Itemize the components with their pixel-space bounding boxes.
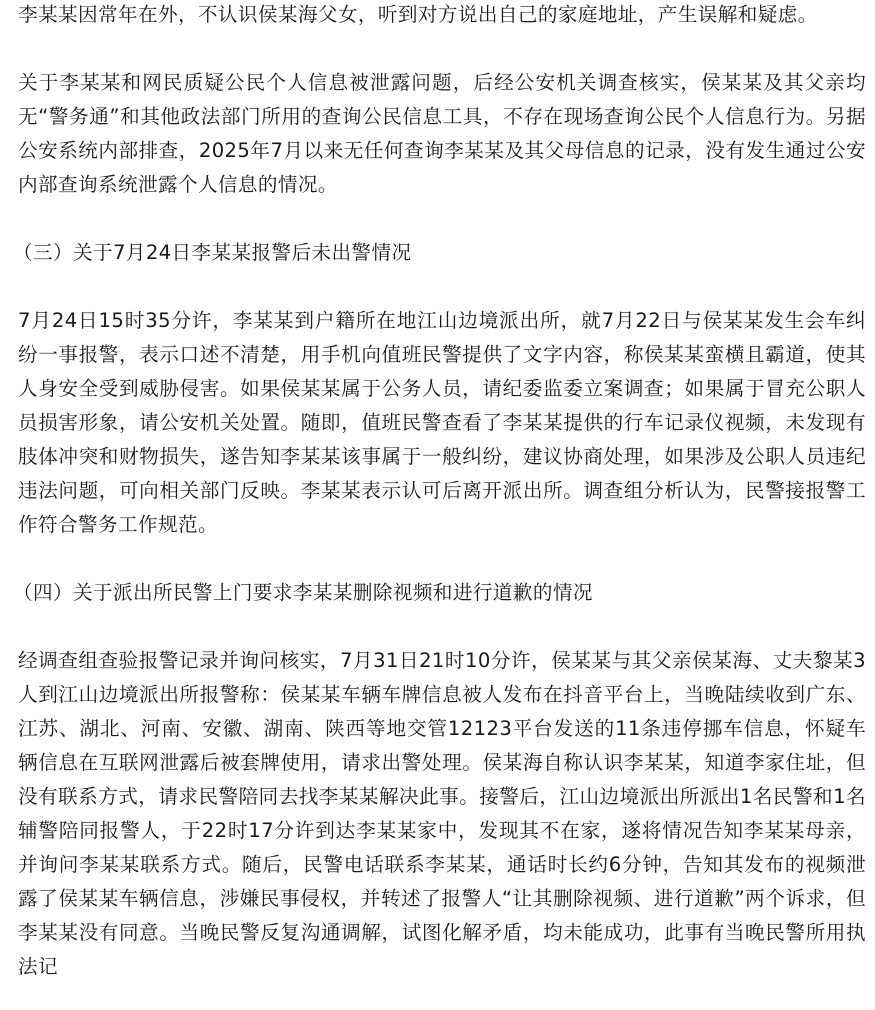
paragraph-info-leak-check: 关于李某某和网民质疑公民个人信息被泄露问题，后经公安机关调查核实，侯某某及其父亲均无“警务通”和其他政法部门所用的查询公民信息工具，不存在现场查询公民个人信息行为。另据公安系统内部排查，2025年7月以来无任何查询李某某及其父母信息的记录，没有发生通过公安内部查询系统泄露个人信息的情况。 — [18, 71, 866, 196]
paragraph-police-report-0724: 7月24日15时35分许，李某某到户籍所在地江山边境派出所，就7月22日与侯某某发生会车纠纷一事报警，表示口述不清楚，用手机向值班民警提供了文字内容，称侯某某蛮横且霸道，使其人身安全受到威胁侵害。如果侯某某属于公务人员，请纪委监委立案调查；如果属于冒充公职人员损害形象，请公安机关处置。随即，值班民警查看了李某某提供的行车记录仪视频，未发现有肢体冲突和财物损失，遂告知李某某该事属于一般纠纷，建议协商处理，如果涉及公职人员违纪违法问题，可向相关部门反映。李某某表示认可后离开派出所。调查组分析认为，民警接报警工作符合警务工作规范。 — [18, 309, 866, 536]
article-body — [13, 0, 866, 984]
paragraph-police-visit-0731: 经调查组查验报警记录并询问核实，7月31日21时10分许，侯某某与其父亲侯某海、丈夫黎某3人到江山边境派出所报警称：侯某某车辆车牌信息被人发布在抖音平台上，当晚陆续收到广东、江苏、湖北、河南、安徽、湖南、陕西等地交管12123平台发送的11条违停挪车信息，怀疑车辆信息在互联网泄露后被套牌使用，请求出警处理。侯某海自称认识李某某，知道李家住址，但没有联系方式，请求民警陪同去找李某某解决此事。接警后，江山边境派出所派出1名民警和1名辅警陪同报警人，于22时17分许到达李某某家中，发现其不在家，遂将情况告知李某某母亲，并询问李某某联系方式。随后，民警电话联系李某某，通话时长约6分钟，告知其发布的视频泄露了侯某某车辆信息，涉嫌民事侵权，并转述了报警人“让其删除视频、进行道歉”两个诉求，但李某某没有同意。当晚民警反复沟通调解，试图化解矛盾，均未能成功，此事有当晚民警所用执法记 — [18, 649, 866, 978]
paragraph-misunderstanding: 李某某因常年在外，不认识侯某海父女，听到对方说出自己的家庭地址，产生误解和疑虑。 — [18, 3, 818, 26]
section-heading-3: （三）关于7月24日李某某报警后未出警情况 — [13, 241, 412, 264]
section-heading-4: （四）关于派出所民警上门要求李某某删除视频和进行道歉的情况 — [13, 581, 593, 604]
